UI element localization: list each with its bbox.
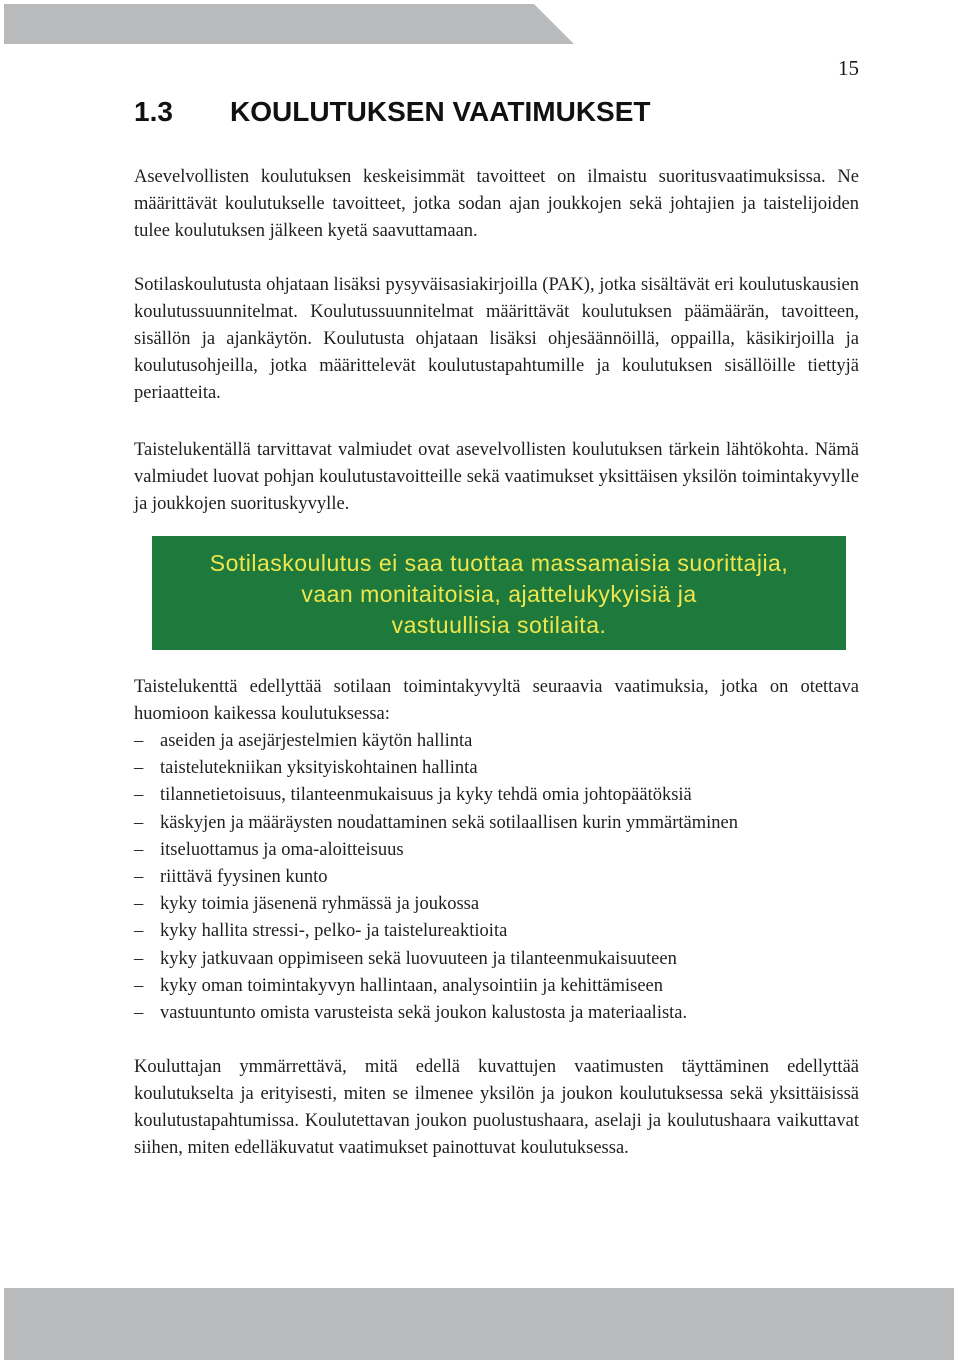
list-item-text: aseiden ja asejärjestelmien käytön hallinta bbox=[160, 731, 473, 751]
list-item bbox=[134, 918, 859, 945]
paragraph-lead: Asevelvollisten koulutuksen keskeisimmät tavoitteet on ilmaistu suoritusvaatimuksissa. Ne määrittävät koulutukselle tavoitteet, jotka sodan ajan joukkojen sekä johtajien ja taistelijoiden tulee koulutuksen jälkeen kyetä saavuttamaan. bbox=[134, 167, 859, 241]
list-item bbox=[134, 891, 859, 918]
section-heading bbox=[134, 96, 651, 128]
dash-bullet: – bbox=[134, 839, 144, 860]
highlight-quote bbox=[152, 548, 846, 641]
list-item bbox=[134, 946, 859, 973]
dash-bullet: – bbox=[134, 948, 144, 969]
dash-bullet: – bbox=[134, 921, 144, 942]
list-item bbox=[134, 837, 859, 864]
list-item bbox=[134, 782, 859, 809]
list-item bbox=[134, 1000, 859, 1027]
dash-bullet: – bbox=[134, 975, 144, 996]
requirements-list bbox=[134, 728, 859, 1027]
list-item-text: riittävä fyysinen kunto bbox=[160, 867, 328, 888]
header-decor-band bbox=[4, 4, 574, 44]
paragraph-battlefield: Taistelukentällä tarvittavat valmiudet ovat asevelvollisten koulutuksen tärkein lähtökohta. Nämä valmiudet luovat pohjan koulutustavoitteille sekä vaatimukset yksittäisen yksilön toimintakyvylle ja joukkojen suorituskyvylle. bbox=[134, 440, 859, 514]
section-number: 1.3 bbox=[134, 96, 173, 127]
list-item-text: kyky oman toimintakyvyn hallintaan, analysointiin ja kehittämiseen bbox=[160, 975, 663, 996]
dash-bullet: – bbox=[134, 758, 144, 779]
dash-bullet: – bbox=[134, 812, 144, 833]
list-item bbox=[134, 864, 859, 891]
list-item-text: vastuuntunto omista varusteista sekä joukon kalustosta ja materiaalista. bbox=[160, 1003, 688, 1024]
section-title: KOULUTUKSEN VAATIMUKSET bbox=[230, 96, 651, 127]
list-item bbox=[134, 755, 859, 782]
dash-bullet: – bbox=[134, 867, 144, 888]
list-item-text: kyky toimia jäsenenä ryhmässä ja joukossa bbox=[160, 894, 480, 915]
dash-bullet: – bbox=[134, 1003, 144, 1024]
list-item-text: kyky jatkuvaan oppimiseen sekä luovuuteen ja tilanteenmukaisuuteen bbox=[160, 948, 677, 969]
list-item-text: tilannetietoisuus, tilanteenmukaisuus ja kyky tehdä omia johtopäätöksiä bbox=[160, 785, 692, 806]
paragraph-pak: Sotilaskoulutusta ohjataan lisäksi pysyväisasiakirjoilla (PAK), jotka sisältävät eri koulutuskausien koulutussuunnitelmat. Koulutussuunnitelmat määrittävät koulutuksen päämäärän, tavoitteen, sisällön ja ajankäytön. Koulutusta ohjataan lisäksi ohjesäännöillä, oppailla, käsikirjoilla ja koulutusohjeilla, jotka määrittelevät koulutustapahtumille ja koulutuksen sisällöille tiettyjä periaatteita. bbox=[134, 275, 859, 403]
highlight-line: vaan monitaitoisia, ajattelukykyisiä ja bbox=[301, 581, 697, 607]
dash-bullet: – bbox=[134, 894, 144, 915]
list-item-text: itseluottamus ja oma-aloitteisuus bbox=[160, 839, 404, 860]
page-number: 15 bbox=[838, 56, 859, 80]
footer-decor-band bbox=[4, 1288, 954, 1360]
list-item bbox=[134, 728, 859, 755]
highlight-box bbox=[152, 536, 846, 650]
dash-bullet: – bbox=[134, 731, 144, 751]
list-item bbox=[134, 810, 859, 837]
list-item-text: taistelutekniikan yksityiskohtainen hallinta bbox=[160, 758, 478, 779]
paragraph-requirements-intro: Taistelukenttä edellyttää sotilaan toimintakyvyltä seuraavia vaatimuksia, jotka on otettava huomioon kaikessa koulutuksessa: bbox=[134, 677, 859, 724]
highlight-line: Sotilaskoulutus ei saa tuottaa massamaisia suorittajia, bbox=[209, 550, 789, 576]
dash-bullet: – bbox=[134, 785, 144, 806]
list-item bbox=[134, 973, 859, 1000]
paragraph-trainer: Kouluttajan ymmärrettävä, mitä edellä kuvattujen vaatimusten täyttäminen edellyttää koulutukselta ja erityisesti, miten se ilmenee yksilön ja joukon koulutuksessa sekä yksittäisissä koulutustapahtumissa. Koulutettavan joukon puolustushaara, aselaji ja koulutushaara vaikuttavat siihen, miten edelläkuvatut vaatimukset painottuvat koulutuksessa. bbox=[134, 1057, 859, 1158]
list-item-text: kyky hallita stressi-, pelko- ja taistelureaktioita bbox=[160, 921, 508, 942]
list-item-text: käskyjen ja määräysten noudattaminen sekä sotilaallisen kurin ymmärtäminen bbox=[160, 812, 738, 833]
highlight-line: vastuullisia sotilaita. bbox=[391, 612, 607, 638]
